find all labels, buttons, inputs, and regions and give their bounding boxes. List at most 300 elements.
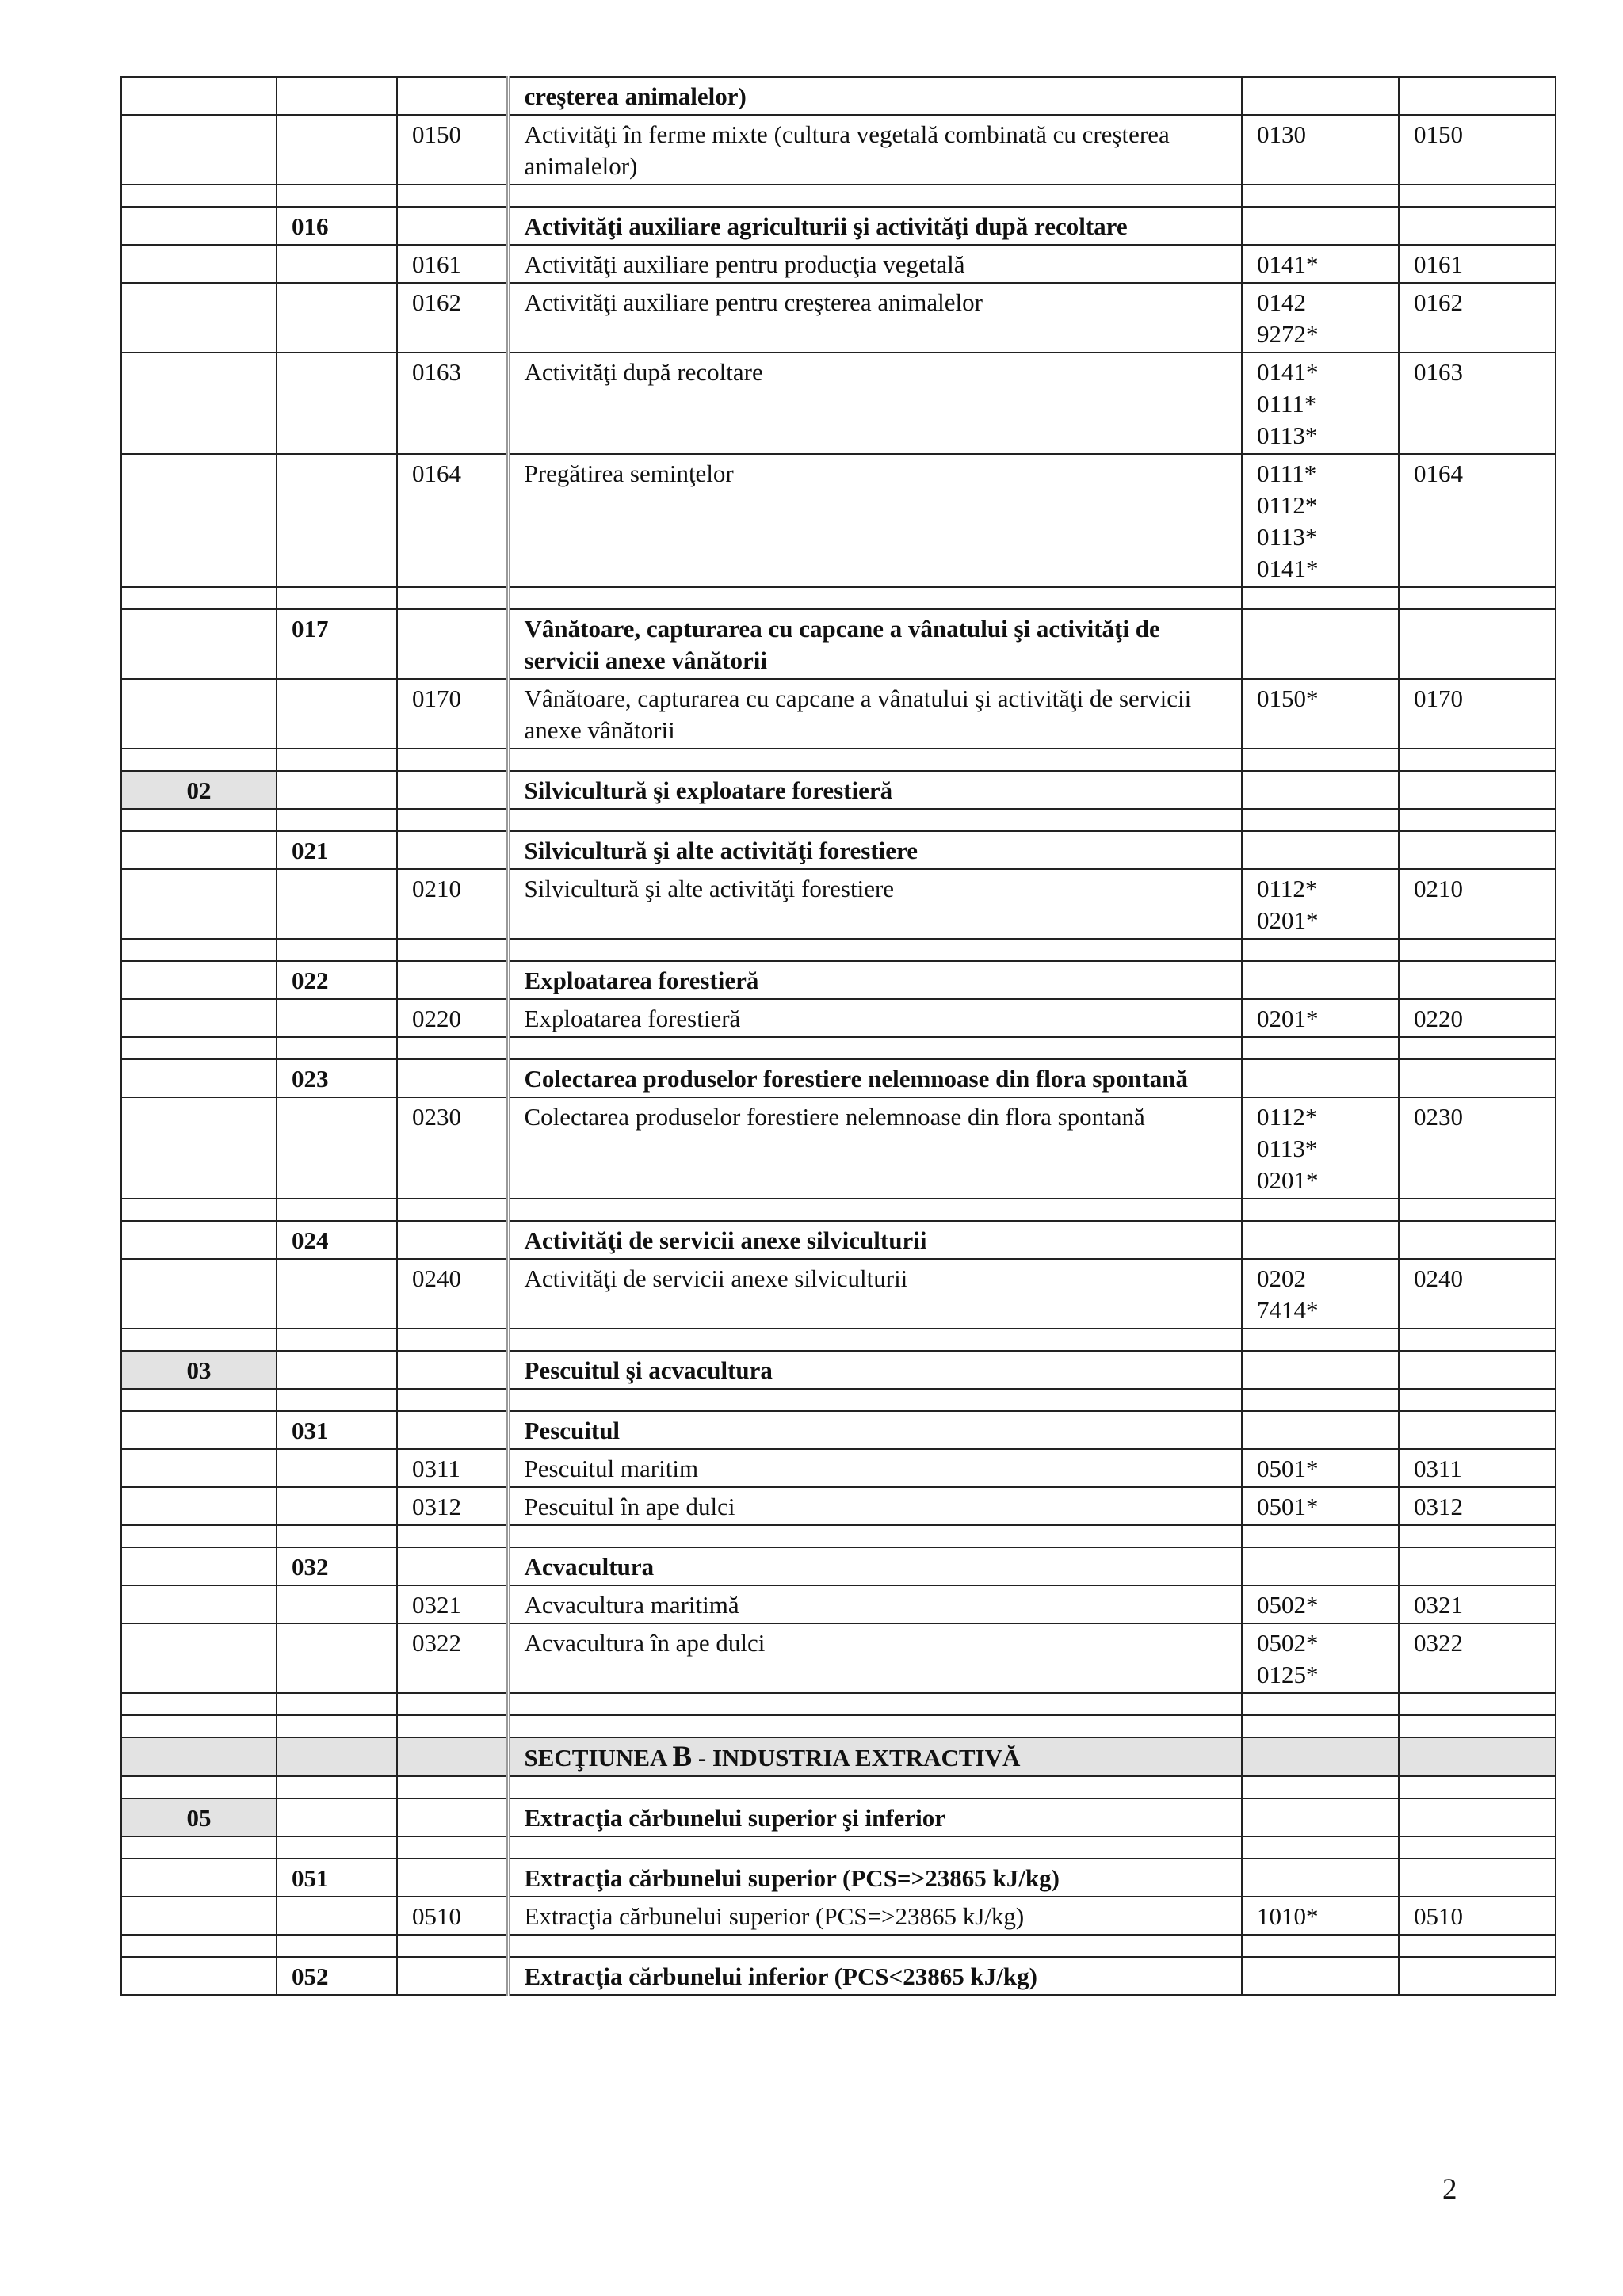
division-code-cell bbox=[121, 1693, 277, 1715]
old-code-cell bbox=[1242, 1199, 1399, 1221]
description-cell: Silvicultură şi alte activităţi forestiere bbox=[508, 869, 1242, 939]
group-code-cell bbox=[277, 749, 397, 771]
class-code-cell: 0321 bbox=[397, 1585, 508, 1623]
old-code-cell bbox=[1242, 283, 1399, 353]
class-code-cell bbox=[397, 1199, 508, 1221]
description-cell bbox=[508, 1525, 1242, 1547]
old-code-cell bbox=[1242, 1859, 1399, 1897]
table-row-blank bbox=[121, 185, 1556, 207]
description-cell: Colectarea produselor forestiere nelemnoase din flora spontană bbox=[508, 1059, 1242, 1097]
group-code-cell bbox=[277, 1329, 397, 1351]
table-row bbox=[121, 1221, 1556, 1259]
old-code-value: 0202 bbox=[1257, 1264, 1306, 1292]
division-code-cell bbox=[121, 749, 277, 771]
description-cell: Extracţia cărbunelui superior (PCS=>23865 kJ/kg) bbox=[508, 1859, 1242, 1897]
description-cell: Acvacultura bbox=[508, 1547, 1242, 1585]
division-code-cell bbox=[121, 961, 277, 999]
new-code-cell bbox=[1399, 1836, 1556, 1859]
description-cell: Activităţi de servicii anexe silviculturii bbox=[508, 1259, 1242, 1329]
class-code-cell bbox=[397, 185, 508, 207]
group-code-cell bbox=[277, 1389, 397, 1411]
description-cell bbox=[508, 1935, 1242, 1957]
new-code-cell: 0210 bbox=[1399, 869, 1556, 939]
table-row-blank bbox=[121, 1389, 1556, 1411]
old-code-value: 0130 bbox=[1257, 120, 1306, 148]
old-code-value: 0112* bbox=[1257, 875, 1318, 902]
group-code-cell: 016 bbox=[277, 207, 397, 245]
division-code-cell bbox=[121, 1957, 277, 1995]
new-code-cell bbox=[1399, 1737, 1556, 1776]
old-code-cell bbox=[1242, 454, 1399, 587]
group-code-cell bbox=[277, 1715, 397, 1737]
class-code-cell bbox=[397, 749, 508, 771]
new-code-cell bbox=[1399, 185, 1556, 207]
old-code-cell bbox=[1242, 1585, 1399, 1623]
old-code-cell bbox=[1242, 1221, 1399, 1259]
new-code-cell bbox=[1399, 939, 1556, 961]
old-code-cell bbox=[1242, 1411, 1399, 1449]
new-code-cell bbox=[1399, 1329, 1556, 1351]
description-cell: Pescuitul şi acvacultura bbox=[508, 1351, 1242, 1389]
division-code-cell bbox=[121, 939, 277, 961]
old-code-value: 0142 bbox=[1257, 288, 1306, 316]
division-code-cell bbox=[121, 587, 277, 609]
table-row bbox=[121, 771, 1556, 809]
division-code-cell bbox=[121, 1525, 277, 1547]
table-row-blank bbox=[121, 1693, 1556, 1715]
new-code-cell bbox=[1399, 587, 1556, 609]
new-code-cell bbox=[1399, 609, 1556, 679]
division-code-cell bbox=[121, 454, 277, 587]
table-row bbox=[121, 207, 1556, 245]
group-code-cell bbox=[277, 283, 397, 353]
old-code-cell bbox=[1242, 609, 1399, 679]
division-code-cell bbox=[121, 1715, 277, 1737]
table-row bbox=[121, 353, 1556, 454]
description-cell: Acvacultura în ape dulci bbox=[508, 1623, 1242, 1693]
old-code-cell bbox=[1242, 831, 1399, 869]
old-code-value: 0113* bbox=[1257, 523, 1318, 551]
new-code-cell bbox=[1399, 749, 1556, 771]
old-code-cell bbox=[1242, 939, 1399, 961]
division-code-cell bbox=[121, 1585, 277, 1623]
division-code-cell bbox=[121, 1623, 277, 1693]
table-row bbox=[121, 1798, 1556, 1836]
group-code-cell: 022 bbox=[277, 961, 397, 999]
table-row-blank bbox=[121, 1715, 1556, 1737]
group-code-cell bbox=[277, 1449, 397, 1487]
table-row-blank bbox=[121, 1525, 1556, 1547]
class-code-cell: 0162 bbox=[397, 283, 508, 353]
description-cell: Activităţi de servicii anexe silviculturii bbox=[508, 1221, 1242, 1259]
description-cell: Pescuitul în ape dulci bbox=[508, 1487, 1242, 1525]
class-code-cell bbox=[397, 77, 508, 115]
class-code-cell bbox=[397, 1859, 508, 1897]
group-code-cell: 052 bbox=[277, 1957, 397, 1995]
table-row bbox=[121, 1859, 1556, 1897]
class-code-cell: 0164 bbox=[397, 454, 508, 587]
new-code-cell bbox=[1399, 1199, 1556, 1221]
group-code-cell: 032 bbox=[277, 1547, 397, 1585]
old-code-value: 0141* bbox=[1257, 555, 1319, 582]
old-code-value: 0141* bbox=[1257, 358, 1319, 386]
description-cell bbox=[508, 1776, 1242, 1798]
old-code-cell bbox=[1242, 587, 1399, 609]
division-code-cell bbox=[121, 245, 277, 283]
old-code-cell bbox=[1242, 1715, 1399, 1737]
description-cell bbox=[508, 587, 1242, 609]
division-code-cell bbox=[121, 1547, 277, 1585]
table-row bbox=[121, 609, 1556, 679]
group-code-cell: 021 bbox=[277, 831, 397, 869]
new-code-cell bbox=[1399, 1693, 1556, 1715]
group-code-cell bbox=[277, 185, 397, 207]
new-code-cell bbox=[1399, 1411, 1556, 1449]
table-row bbox=[121, 869, 1556, 939]
table-row-blank bbox=[121, 1935, 1556, 1957]
description-cell: Silvicultură şi exploatare forestieră bbox=[508, 771, 1242, 809]
group-code-cell bbox=[277, 1935, 397, 1957]
old-code-value: 0501* bbox=[1257, 1493, 1319, 1520]
description-cell: Activităţi în ferme mixte (cultura vegetală combinată cu creşterea animalelor) bbox=[508, 115, 1242, 185]
old-code-cell bbox=[1242, 1525, 1399, 1547]
class-code-cell: 0322 bbox=[397, 1623, 508, 1693]
group-code-cell: 031 bbox=[277, 1411, 397, 1449]
section-title-part: SECŢIUNEA bbox=[524, 1744, 673, 1772]
division-code-cell bbox=[121, 115, 277, 185]
class-code-cell: 0230 bbox=[397, 1097, 508, 1199]
page-number: 2 bbox=[1442, 2173, 1457, 2206]
division-code-cell bbox=[121, 77, 277, 115]
classification-table bbox=[120, 76, 1556, 1996]
table-row bbox=[121, 283, 1556, 353]
old-code-cell bbox=[1242, 771, 1399, 809]
old-code-cell bbox=[1242, 1623, 1399, 1693]
group-code-cell bbox=[277, 245, 397, 283]
group-code-cell bbox=[277, 1585, 397, 1623]
table-row-blank bbox=[121, 809, 1556, 831]
description-cell: creşterea animalelor) bbox=[508, 77, 1242, 115]
group-code-cell bbox=[277, 999, 397, 1037]
old-code-cell bbox=[1242, 1449, 1399, 1487]
new-code-cell: 0312 bbox=[1399, 1487, 1556, 1525]
new-code-cell: 0163 bbox=[1399, 353, 1556, 454]
table-row bbox=[121, 831, 1556, 869]
group-code-cell bbox=[277, 809, 397, 831]
group-code-cell bbox=[277, 1693, 397, 1715]
class-code-cell bbox=[397, 1776, 508, 1798]
description-cell bbox=[508, 1389, 1242, 1411]
division-code-cell bbox=[121, 353, 277, 454]
new-code-cell: 0161 bbox=[1399, 245, 1556, 283]
old-code-cell bbox=[1242, 1798, 1399, 1836]
class-code-cell bbox=[397, 1737, 508, 1776]
table-row bbox=[121, 1547, 1556, 1585]
group-code-cell bbox=[277, 1525, 397, 1547]
description-cell bbox=[508, 1715, 1242, 1737]
new-code-cell bbox=[1399, 771, 1556, 809]
description-cell: Pescuitul bbox=[508, 1411, 1242, 1449]
old-code-value: 0201* bbox=[1257, 1005, 1319, 1032]
new-code-cell: 0220 bbox=[1399, 999, 1556, 1037]
new-code-cell: 0170 bbox=[1399, 679, 1556, 749]
class-code-cell bbox=[397, 1221, 508, 1259]
description-cell: Extracţia cărbunelui inferior (PCS<23865 kJ/kg) bbox=[508, 1957, 1242, 1995]
group-code-cell bbox=[277, 454, 397, 587]
table-row bbox=[121, 454, 1556, 587]
old-code-cell bbox=[1242, 1037, 1399, 1059]
new-code-cell bbox=[1399, 1715, 1556, 1737]
old-code-cell bbox=[1242, 1547, 1399, 1585]
class-code-cell bbox=[397, 609, 508, 679]
table-row bbox=[121, 961, 1556, 999]
group-code-cell bbox=[277, 1487, 397, 1525]
table-row-blank bbox=[121, 1776, 1556, 1798]
group-code-cell bbox=[277, 1037, 397, 1059]
new-code-cell bbox=[1399, 1776, 1556, 1798]
description-cell bbox=[508, 1836, 1242, 1859]
new-code-cell bbox=[1399, 1221, 1556, 1259]
group-code-cell bbox=[277, 1199, 397, 1221]
table-row-blank bbox=[121, 1329, 1556, 1351]
old-code-cell bbox=[1242, 1351, 1399, 1389]
division-code-cell bbox=[121, 1897, 277, 1935]
class-code-cell: 0210 bbox=[397, 869, 508, 939]
group-code-cell bbox=[277, 771, 397, 809]
table-row bbox=[121, 1957, 1556, 1995]
class-code-cell bbox=[397, 1525, 508, 1547]
old-code-cell bbox=[1242, 749, 1399, 771]
new-code-cell bbox=[1399, 1037, 1556, 1059]
division-code-cell bbox=[121, 809, 277, 831]
old-code-value: 1010* bbox=[1257, 1902, 1319, 1930]
class-code-cell bbox=[397, 1351, 508, 1389]
new-code-cell: 0510 bbox=[1399, 1897, 1556, 1935]
class-code-cell bbox=[397, 1037, 508, 1059]
old-code-value: 0201* bbox=[1257, 906, 1319, 934]
class-code-cell bbox=[397, 831, 508, 869]
old-code-value: 0112* bbox=[1257, 491, 1318, 519]
old-code-cell bbox=[1242, 961, 1399, 999]
class-code-cell bbox=[397, 939, 508, 961]
old-code-cell bbox=[1242, 1836, 1399, 1859]
old-code-cell bbox=[1242, 353, 1399, 454]
class-code-cell bbox=[397, 809, 508, 831]
class-code-cell: 0170 bbox=[397, 679, 508, 749]
old-code-value: 0113* bbox=[1257, 421, 1318, 449]
division-code-cell bbox=[121, 609, 277, 679]
division-code-cell: 02 bbox=[121, 771, 277, 809]
class-code-cell: 0220 bbox=[397, 999, 508, 1037]
division-code-cell bbox=[121, 1059, 277, 1097]
old-code-cell bbox=[1242, 245, 1399, 283]
description-cell: Activităţi auxiliare agriculturii şi activităţi după recoltare bbox=[508, 207, 1242, 245]
class-code-cell: 0312 bbox=[397, 1487, 508, 1525]
table-row bbox=[121, 1411, 1556, 1449]
table-row bbox=[121, 1059, 1556, 1097]
new-code-cell: 0150 bbox=[1399, 115, 1556, 185]
group-code-cell bbox=[277, 1737, 397, 1776]
table-row-blank bbox=[121, 1836, 1556, 1859]
section-title-part: B bbox=[672, 1741, 693, 1773]
table-row-blank bbox=[121, 939, 1556, 961]
new-code-cell bbox=[1399, 1957, 1556, 1995]
division-code-cell bbox=[121, 831, 277, 869]
class-code-cell bbox=[397, 771, 508, 809]
description-cell: Exploatarea forestieră bbox=[508, 961, 1242, 999]
division-code-cell bbox=[121, 185, 277, 207]
group-code-cell bbox=[277, 1897, 397, 1935]
table-row bbox=[121, 115, 1556, 185]
table-row bbox=[121, 1351, 1556, 1389]
group-code-cell: 023 bbox=[277, 1059, 397, 1097]
old-code-cell bbox=[1242, 1389, 1399, 1411]
group-code-cell bbox=[277, 1259, 397, 1329]
description-cell: Pregătirea seminţelor bbox=[508, 454, 1242, 587]
table-row bbox=[121, 245, 1556, 283]
old-code-cell bbox=[1242, 1059, 1399, 1097]
class-code-cell: 0311 bbox=[397, 1449, 508, 1487]
division-code-cell bbox=[121, 1221, 277, 1259]
new-code-cell bbox=[1399, 961, 1556, 999]
group-code-cell bbox=[277, 77, 397, 115]
new-code-cell bbox=[1399, 77, 1556, 115]
table-row bbox=[121, 1259, 1556, 1329]
description-cell: Extracţia cărbunelui superior (PCS=>23865 kJ/kg) bbox=[508, 1897, 1242, 1935]
class-code-cell bbox=[397, 1059, 508, 1097]
division-code-cell bbox=[121, 1935, 277, 1957]
table-row-blank bbox=[121, 749, 1556, 771]
old-code-value: 0125* bbox=[1257, 1661, 1319, 1688]
old-code-cell bbox=[1242, 207, 1399, 245]
old-code-cell bbox=[1242, 869, 1399, 939]
group-code-cell bbox=[277, 1798, 397, 1836]
group-code-cell bbox=[277, 679, 397, 749]
description-cell: Activităţi auxiliare pentru producţia vegetală bbox=[508, 245, 1242, 283]
class-code-cell bbox=[397, 1715, 508, 1737]
description-cell bbox=[508, 1693, 1242, 1715]
division-code-cell bbox=[121, 1037, 277, 1059]
description-cell: Pescuitul maritim bbox=[508, 1449, 1242, 1487]
table-row bbox=[121, 1487, 1556, 1525]
division-code-cell bbox=[121, 1737, 277, 1776]
class-code-cell bbox=[397, 1836, 508, 1859]
description-cell: Silvicultură şi alte activităţi forestiere bbox=[508, 831, 1242, 869]
class-code-cell bbox=[397, 1798, 508, 1836]
description-cell bbox=[508, 749, 1242, 771]
description-cell bbox=[508, 1199, 1242, 1221]
new-code-cell bbox=[1399, 1389, 1556, 1411]
class-code-cell: 0510 bbox=[397, 1897, 508, 1935]
class-code-cell: 0161 bbox=[397, 245, 508, 283]
class-code-cell bbox=[397, 1547, 508, 1585]
old-code-cell bbox=[1242, 1897, 1399, 1935]
description-cell: Extracţia cărbunelui superior şi inferior bbox=[508, 1798, 1242, 1836]
division-code-cell bbox=[121, 1487, 277, 1525]
old-code-value: 0501* bbox=[1257, 1455, 1319, 1482]
old-code-cell bbox=[1242, 1957, 1399, 1995]
table-row bbox=[121, 1585, 1556, 1623]
description-cell: Acvacultura maritimă bbox=[508, 1585, 1242, 1623]
table-row bbox=[121, 77, 1556, 115]
table-body bbox=[121, 77, 1556, 1995]
group-code-cell bbox=[277, 1776, 397, 1798]
group-code-cell bbox=[277, 869, 397, 939]
division-code-cell bbox=[121, 1411, 277, 1449]
division-code-cell bbox=[121, 207, 277, 245]
division-code-cell bbox=[121, 679, 277, 749]
class-code-cell: 0150 bbox=[397, 115, 508, 185]
old-code-value: 0502* bbox=[1257, 1629, 1319, 1657]
description-cell bbox=[508, 1329, 1242, 1351]
description-cell: Activităţi după recoltare bbox=[508, 353, 1242, 454]
table-row-blank bbox=[121, 1037, 1556, 1059]
old-code-value: 0111* bbox=[1257, 460, 1317, 487]
new-code-cell: 0240 bbox=[1399, 1259, 1556, 1329]
old-code-cell bbox=[1242, 1097, 1399, 1199]
group-code-cell: 024 bbox=[277, 1221, 397, 1259]
old-code-cell bbox=[1242, 1935, 1399, 1957]
description-cell: Colectarea produselor forestiere nelemnoase din flora spontană bbox=[508, 1097, 1242, 1199]
new-code-cell bbox=[1399, 1935, 1556, 1957]
table-row-blank bbox=[121, 1199, 1556, 1221]
new-code-cell bbox=[1399, 1351, 1556, 1389]
new-code-cell: 0162 bbox=[1399, 283, 1556, 353]
old-code-value: 0112* bbox=[1257, 1103, 1318, 1131]
description-cell bbox=[508, 1037, 1242, 1059]
class-code-cell bbox=[397, 961, 508, 999]
old-code-cell bbox=[1242, 809, 1399, 831]
section-title-part: - INDUSTRIA EXTRACTIVĂ bbox=[692, 1744, 1021, 1772]
old-code-cell bbox=[1242, 1737, 1399, 1776]
division-code-cell bbox=[121, 1199, 277, 1221]
division-code-cell: 05 bbox=[121, 1798, 277, 1836]
table-row bbox=[121, 999, 1556, 1037]
description-cell bbox=[508, 809, 1242, 831]
group-code-cell bbox=[277, 1097, 397, 1199]
division-code-cell bbox=[121, 1776, 277, 1798]
table-row-blank bbox=[121, 587, 1556, 609]
description-cell: Vânătoare, capturarea cu capcane a vânatului şi activităţi de servicii anexe vânătorii bbox=[508, 609, 1242, 679]
old-code-cell bbox=[1242, 679, 1399, 749]
table-row bbox=[121, 1097, 1556, 1199]
description-cell bbox=[508, 1737, 1242, 1776]
old-code-cell bbox=[1242, 185, 1399, 207]
group-code-cell bbox=[277, 1836, 397, 1859]
old-code-cell bbox=[1242, 1776, 1399, 1798]
group-code-cell bbox=[277, 939, 397, 961]
table-row bbox=[121, 1449, 1556, 1487]
new-code-cell bbox=[1399, 1547, 1556, 1585]
division-code-cell bbox=[121, 1449, 277, 1487]
old-code-cell bbox=[1242, 1487, 1399, 1525]
division-code-cell bbox=[121, 1097, 277, 1199]
old-code-cell bbox=[1242, 77, 1399, 115]
old-code-value: 9272* bbox=[1257, 320, 1319, 348]
section-row bbox=[121, 1737, 1556, 1776]
group-code-cell bbox=[277, 353, 397, 454]
new-code-cell bbox=[1399, 831, 1556, 869]
group-code-cell bbox=[277, 587, 397, 609]
old-code-cell bbox=[1242, 1329, 1399, 1351]
new-code-cell bbox=[1399, 1525, 1556, 1547]
class-code-cell bbox=[397, 1693, 508, 1715]
old-code-value: 0150* bbox=[1257, 685, 1319, 712]
division-code-cell bbox=[121, 1389, 277, 1411]
old-code-cell bbox=[1242, 115, 1399, 185]
old-code-cell bbox=[1242, 1259, 1399, 1329]
old-code-value: 0502* bbox=[1257, 1591, 1319, 1619]
